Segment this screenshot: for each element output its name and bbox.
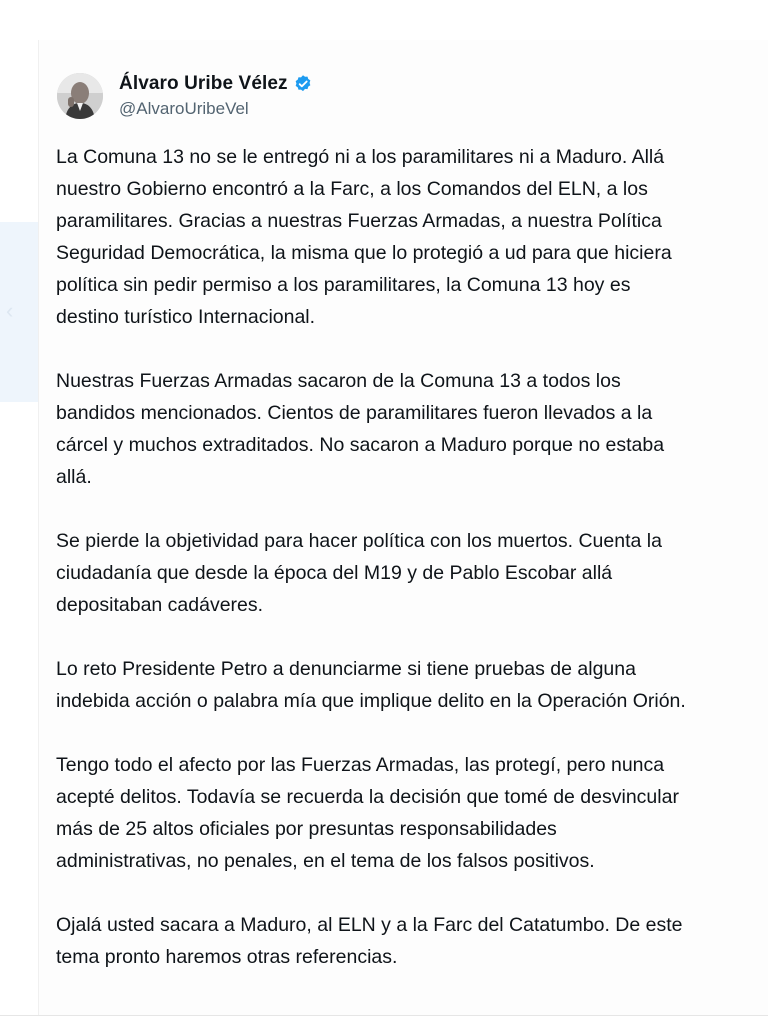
- tweet-line: La Comuna 13 no se le entregó ni a los paramilitares ni a Maduro. Allá: [56, 146, 665, 168]
- tweet-line: destino turístico Internacional.: [56, 306, 316, 328]
- verified-badge-icon[interactable]: [293, 74, 313, 94]
- tweet-header: [57, 68, 313, 124]
- tweet-line: más de 25 altos oficiales por presuntas responsabilidades: [56, 818, 557, 840]
- background-top: [0, 0, 768, 40]
- tweet-line: allá.: [56, 466, 92, 488]
- avatar-image: [57, 73, 103, 119]
- tweet-line: tema pronto haremos otras referencias.: [56, 946, 398, 968]
- background-left-strip: [0, 40, 38, 1024]
- author-display-name[interactable]: Álvaro Uribe Vélez: [119, 73, 288, 94]
- author-info: [119, 73, 313, 119]
- tweet-line: política sin pedir permiso a los paramilitares, la Comuna 13 hoy es: [56, 274, 631, 296]
- tweet-line: acepté delitos. Todavía se recuerda la decisión que tomé de desvincular: [56, 786, 679, 808]
- tweet-line: cárcel y muchos extraditados. No sacaron a Maduro porque no estaba: [56, 434, 665, 456]
- tweet-paragraph: [56, 749, 768, 877]
- tweet-line: paramilitares. Gracias a nuestras Fuerzas Armadas, a nuestra Política: [56, 210, 662, 232]
- tweet-card: [38, 40, 768, 1015]
- tweet-paragraph: [56, 909, 768, 973]
- tweet-line: indebida acción o palabra mía que implique delito en la Operación Orión.: [56, 690, 686, 712]
- tweet-line: ciudadanía que desde la época del M19 y de Pablo Escobar allá: [56, 562, 613, 584]
- divider: [0, 1015, 768, 1016]
- author-handle[interactable]: @AlvaroUribeVel: [119, 99, 249, 118]
- tweet-paragraph: [56, 653, 768, 717]
- tweet-line: Nuestras Fuerzas Armadas sacaron de la Comuna 13 a todos los: [56, 370, 621, 392]
- background-left-panel: [0, 222, 38, 402]
- tweet-line: Lo reto Presidente Petro a denunciarme si tiene pruebas de alguna: [56, 658, 636, 680]
- tweet-line: Tengo todo el afecto por las Fuerzas Armadas, las protegí, pero nunca: [56, 754, 665, 776]
- tweet-paragraph: [56, 141, 768, 333]
- chevron-left-icon: ‹: [6, 298, 14, 323]
- tweet-paragraph: [56, 365, 768, 493]
- tweet-line: Seguridad Democrática, la misma que lo protegió a ud para que hiciera: [56, 242, 672, 264]
- avatar[interactable]: [57, 73, 103, 119]
- tweet-text: [56, 141, 768, 1005]
- tweet-line: depositaban cadáveres.: [56, 594, 264, 616]
- tweet-paragraph: [56, 525, 768, 621]
- tweet-line: Se pierde la objetividad para hacer política con los muertos. Cuenta la: [56, 530, 662, 552]
- tweet-line: Ojalá usted sacara a Maduro, al ELN y a la Farc del Catatumbo. De este: [56, 914, 683, 936]
- name-row: [119, 73, 313, 95]
- tweet-line: administrativas, no penales, en el tema de los falsos positivos.: [56, 850, 595, 872]
- tweet-line: bandidos mencionados. Cientos de paramilitares fueron llevados a la: [56, 402, 653, 424]
- tweet-line: nuestro Gobierno encontró a la Farc, a los Comandos del ELN, a los: [56, 178, 648, 200]
